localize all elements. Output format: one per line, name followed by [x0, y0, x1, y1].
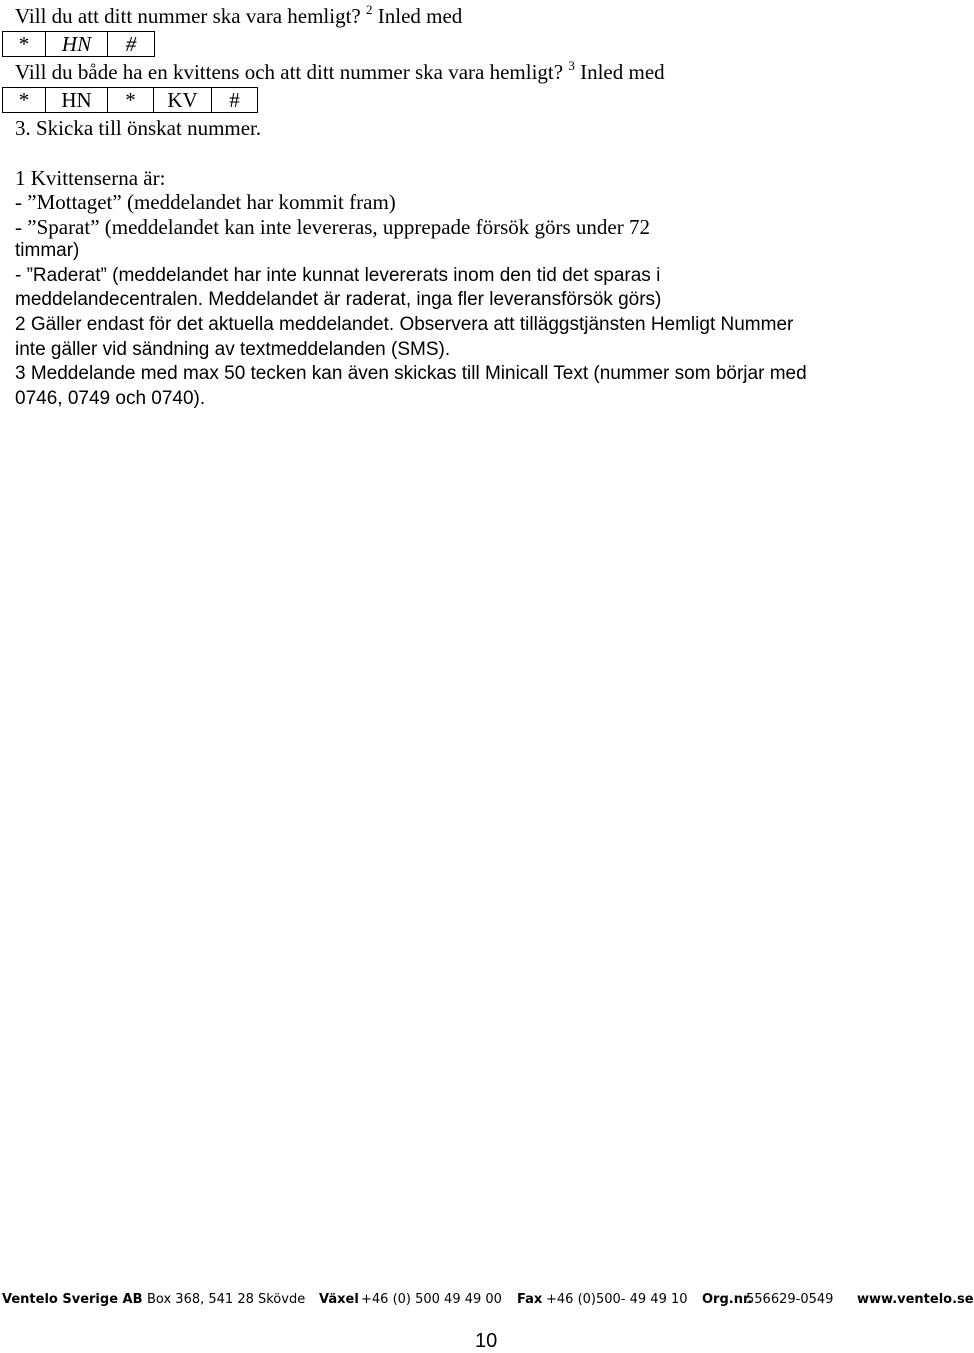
page-number: 10 — [475, 1330, 498, 1352]
footer-phone-label: Växel — [319, 1292, 359, 1307]
step-text: 3. Skicka till önskat nummer. — [15, 116, 262, 140]
note-line: 1 Kvittenserna är: — [15, 166, 166, 190]
code-cell: * — [3, 88, 46, 113]
note-line: 2 Gäller endast för det aktuella meddelandet. Observera att tilläggstjänsten Hemligt Nummer — [15, 314, 794, 335]
code-cell: HN — [46, 32, 108, 57]
footnote-ref: 2 — [366, 2, 373, 17]
question-hidden-number — [15, 4, 462, 28]
note-line: - ”Sparat” (meddelandet kan inte levereras, upprepade försök görs under 72 — [15, 215, 650, 239]
note-line: meddelandecentralen. Meddelandet är raderat, inga fler leveransförsök görs) — [15, 289, 662, 310]
question-receipt-hidden — [15, 60, 665, 84]
step-send — [15, 116, 261, 140]
footer-fax-label: Fax — [517, 1292, 543, 1307]
code-table-hidden — [2, 31, 155, 57]
question-text: Vill du att ditt nummer ska vara hemligt? — [15, 4, 361, 28]
code-cell: HN — [46, 88, 108, 113]
note-line: - ”Mottaget” (meddelandet har kommit fram) — [15, 190, 396, 214]
note-line: - ”Raderat” (meddelandet har inte kunnat levererats inom den tid det sparas i — [15, 265, 661, 286]
note-line: 0746, 0749 och 0740). — [15, 388, 206, 409]
instruction-text: Inled med — [580, 60, 665, 84]
footer-fax: +46 (0)500- 49 49 10 — [546, 1292, 688, 1307]
note-line: timmar) — [15, 240, 80, 261]
footer-org: 556629-0549 — [746, 1292, 834, 1307]
code-cell: # — [108, 32, 155, 57]
instruction-text: Inled med — [377, 4, 463, 28]
code-cell: # — [212, 88, 258, 113]
footer-phone: +46 (0) 500 49 49 00 — [361, 1292, 502, 1307]
code-table-receipt-hidden — [2, 87, 258, 113]
code-cell: * — [3, 32, 46, 57]
note-line: inte gäller vid sändning av textmeddelanden (SMS). — [15, 339, 451, 360]
footer-company: Ventelo Sverige AB — [2, 1292, 143, 1307]
footer-org-label: Org.nr. — [702, 1292, 753, 1307]
footer-address: Box 368, 541 28 Skövde — [147, 1292, 306, 1307]
page-footer — [0, 1292, 974, 1312]
code-cell: KV — [154, 88, 212, 113]
note-line: 3 Meddelande med max 50 tecken kan även skickas till Minicall Text (nummer som börjar med — [15, 363, 807, 384]
footnote-ref: 3 — [568, 58, 575, 73]
footer-website: www.ventelo.se — [857, 1292, 974, 1307]
question-text: Vill du både ha en kvittens och att ditt nummer ska vara hemligt? — [15, 60, 564, 84]
code-cell: * — [108, 88, 154, 113]
